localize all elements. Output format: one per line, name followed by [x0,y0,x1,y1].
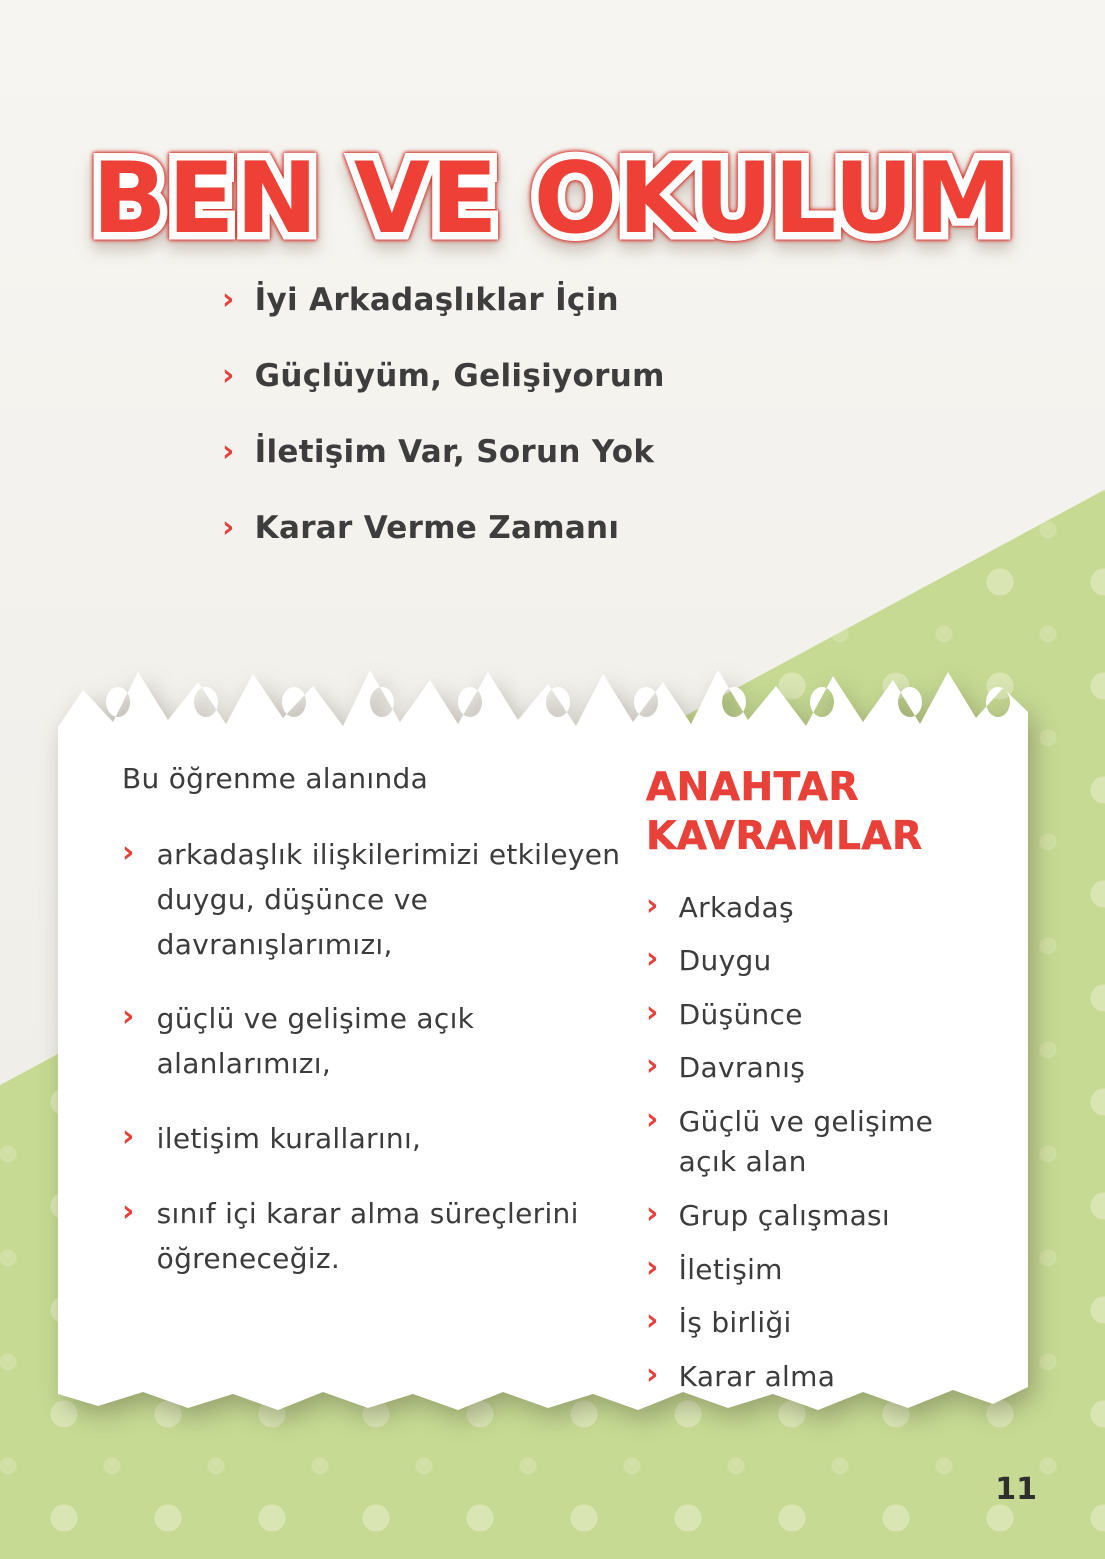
chevron-bullet-icon: › [646,1101,659,1137]
list-item [646,1102,992,1183]
list-item [646,995,992,1036]
list-item [122,833,642,967]
list-item-label: Grup çalışması [678,1199,891,1233]
chevron-bullet-icon: › [222,358,235,393]
key-concepts-column [646,764,992,1410]
chevron-bullet-icon: › [646,994,659,1030]
page-number: 11 [995,1472,1037,1507]
note-learning-area-column [122,762,642,1311]
list-item [122,1192,642,1282]
key-concepts-list [646,888,992,1398]
list-item-label: güçlü ve gelişime açık alanlarımızı, [156,1002,475,1081]
toc-item [222,434,665,470]
list-item [646,1357,992,1398]
list-item [122,1117,642,1162]
list-item-label: İş birliği [678,1306,792,1340]
torn-paper-note [58,652,1030,1452]
toc-item-label: Karar Verme Zamanı [254,510,620,546]
list-item [646,1250,992,1291]
toc-item-label: İletişim Var, Sorun Yok [254,434,655,470]
chevron-bullet-icon: › [122,1118,135,1154]
chevron-bullet-icon: › [122,1193,135,1229]
chevron-bullet-icon: › [222,434,235,469]
list-item [646,888,992,929]
note-content [58,652,1030,1452]
toc-item-label: İyi Arkadaşlıklar İçin [254,282,619,318]
chevron-bullet-icon: › [646,1196,659,1232]
key-concepts-title: ANAHTAR KAVRAMLAR [646,765,923,859]
list-item [646,941,992,982]
list-item-label: sınıf içi karar alma süreçlerini öğreneceğiz. [156,1196,579,1275]
toc-item-label: Güçlüyüm, Gelişiyorum [254,358,665,394]
list-item-label: arkadaşlık ilişkilerimizi etkileyen duygu, düşünce ve davranışlarımızı, [156,838,621,961]
chevron-bullet-icon: › [646,1249,659,1285]
chevron-bullet-icon: › [646,1356,659,1392]
list-item-label: Duygu [678,944,772,978]
list-item [646,1048,992,1089]
learning-objectives-list [122,833,642,1281]
list-item-label: İletişim [678,1252,783,1286]
toc-item [222,282,665,318]
chevron-bullet-icon: › [222,510,235,545]
toc-item [222,358,665,394]
list-item-label: Davranış [678,1051,806,1085]
list-item-label: iletişim kurallarını, [156,1121,422,1155]
page-title: BEN VE OKULUM [92,142,1013,256]
chevron-bullet-icon: › [646,1303,659,1339]
chevron-bullet-icon: › [122,999,135,1035]
chevron-bullet-icon: › [222,282,235,317]
list-item [646,1303,992,1344]
chevron-bullet-icon: › [646,1048,659,1084]
chevron-bullet-icon: › [646,887,659,923]
chevron-bullet-icon: › [646,941,659,977]
table-of-contents [222,282,665,586]
list-item-label: Güçlü ve gelişime açık alan [678,1104,934,1179]
list-item-label: Karar alma [678,1359,836,1393]
list-item [122,997,642,1087]
chevron-bullet-icon: › [122,835,135,870]
list-item-label: Arkadaş [678,890,794,924]
list-item [646,1196,992,1237]
list-item-label: Düşünce [678,997,803,1031]
toc-item [222,510,665,546]
note-intro-text: Bu öğrenme alanında [122,762,429,795]
